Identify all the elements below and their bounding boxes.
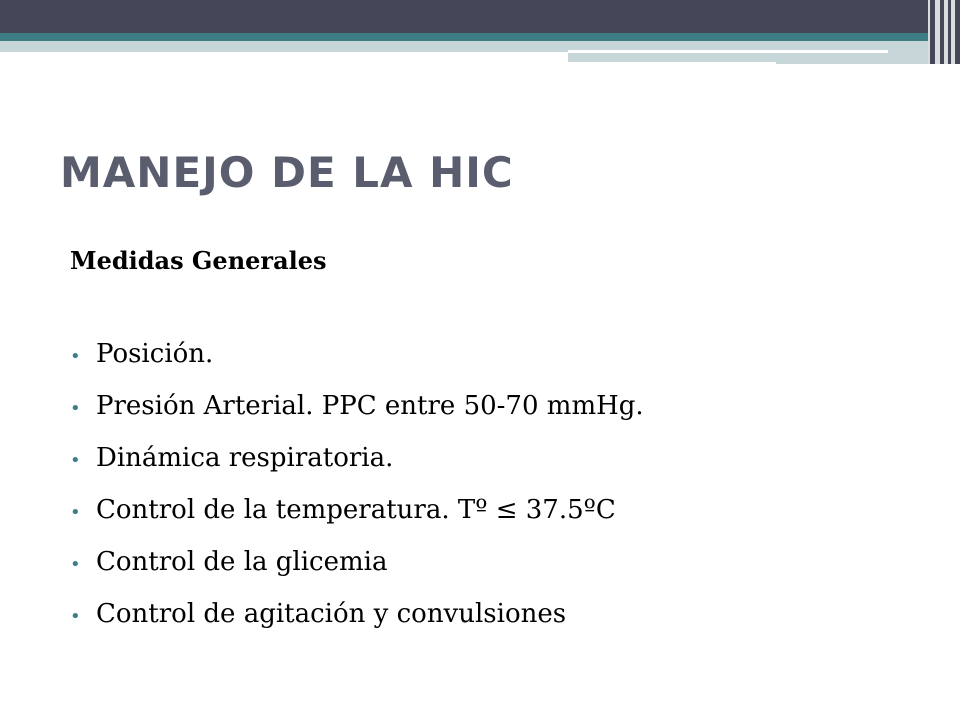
bullet-icon: • (70, 450, 81, 471)
bullet-icon: • (70, 554, 81, 575)
header-right-pillar (948, 0, 951, 64)
bullet-text: Control de la glicemia (96, 547, 388, 577)
header-teal-band (0, 33, 960, 41)
header-tab-line (568, 50, 888, 53)
header-dark-band (0, 0, 960, 33)
bullet-text: Dinámica respiratoria. (96, 443, 394, 473)
header-right-pillar (940, 0, 944, 64)
slide-title: MANEJO DE LA HIC (60, 148, 514, 197)
bullet-text: Control de agitación y convulsiones (96, 599, 567, 629)
bullet-item (70, 339, 644, 391)
bullet-icon: • (70, 346, 81, 367)
bullet-icon: • (70, 606, 81, 627)
bullet-text: Posición. (96, 339, 214, 369)
bullet-list (70, 339, 644, 651)
header-tab-line-secondary (568, 62, 776, 64)
header-right-pillar (930, 0, 935, 64)
bullet-item (70, 547, 644, 599)
bullet-item (70, 599, 644, 651)
bullet-icon: • (70, 502, 81, 523)
bullet-item (70, 495, 644, 547)
bullet-text: Presión Arterial. PPC entre 50-70 mmHg. (96, 391, 644, 421)
header-right-pillar (955, 0, 960, 64)
bullet-item (70, 443, 644, 495)
bullet-icon: • (70, 398, 81, 419)
bullet-item (70, 391, 644, 443)
bullet-text: Control de la temperatura. Tº ≤ 37.5ºC (96, 495, 616, 525)
slide-subtitle: Medidas Generales (70, 246, 327, 275)
